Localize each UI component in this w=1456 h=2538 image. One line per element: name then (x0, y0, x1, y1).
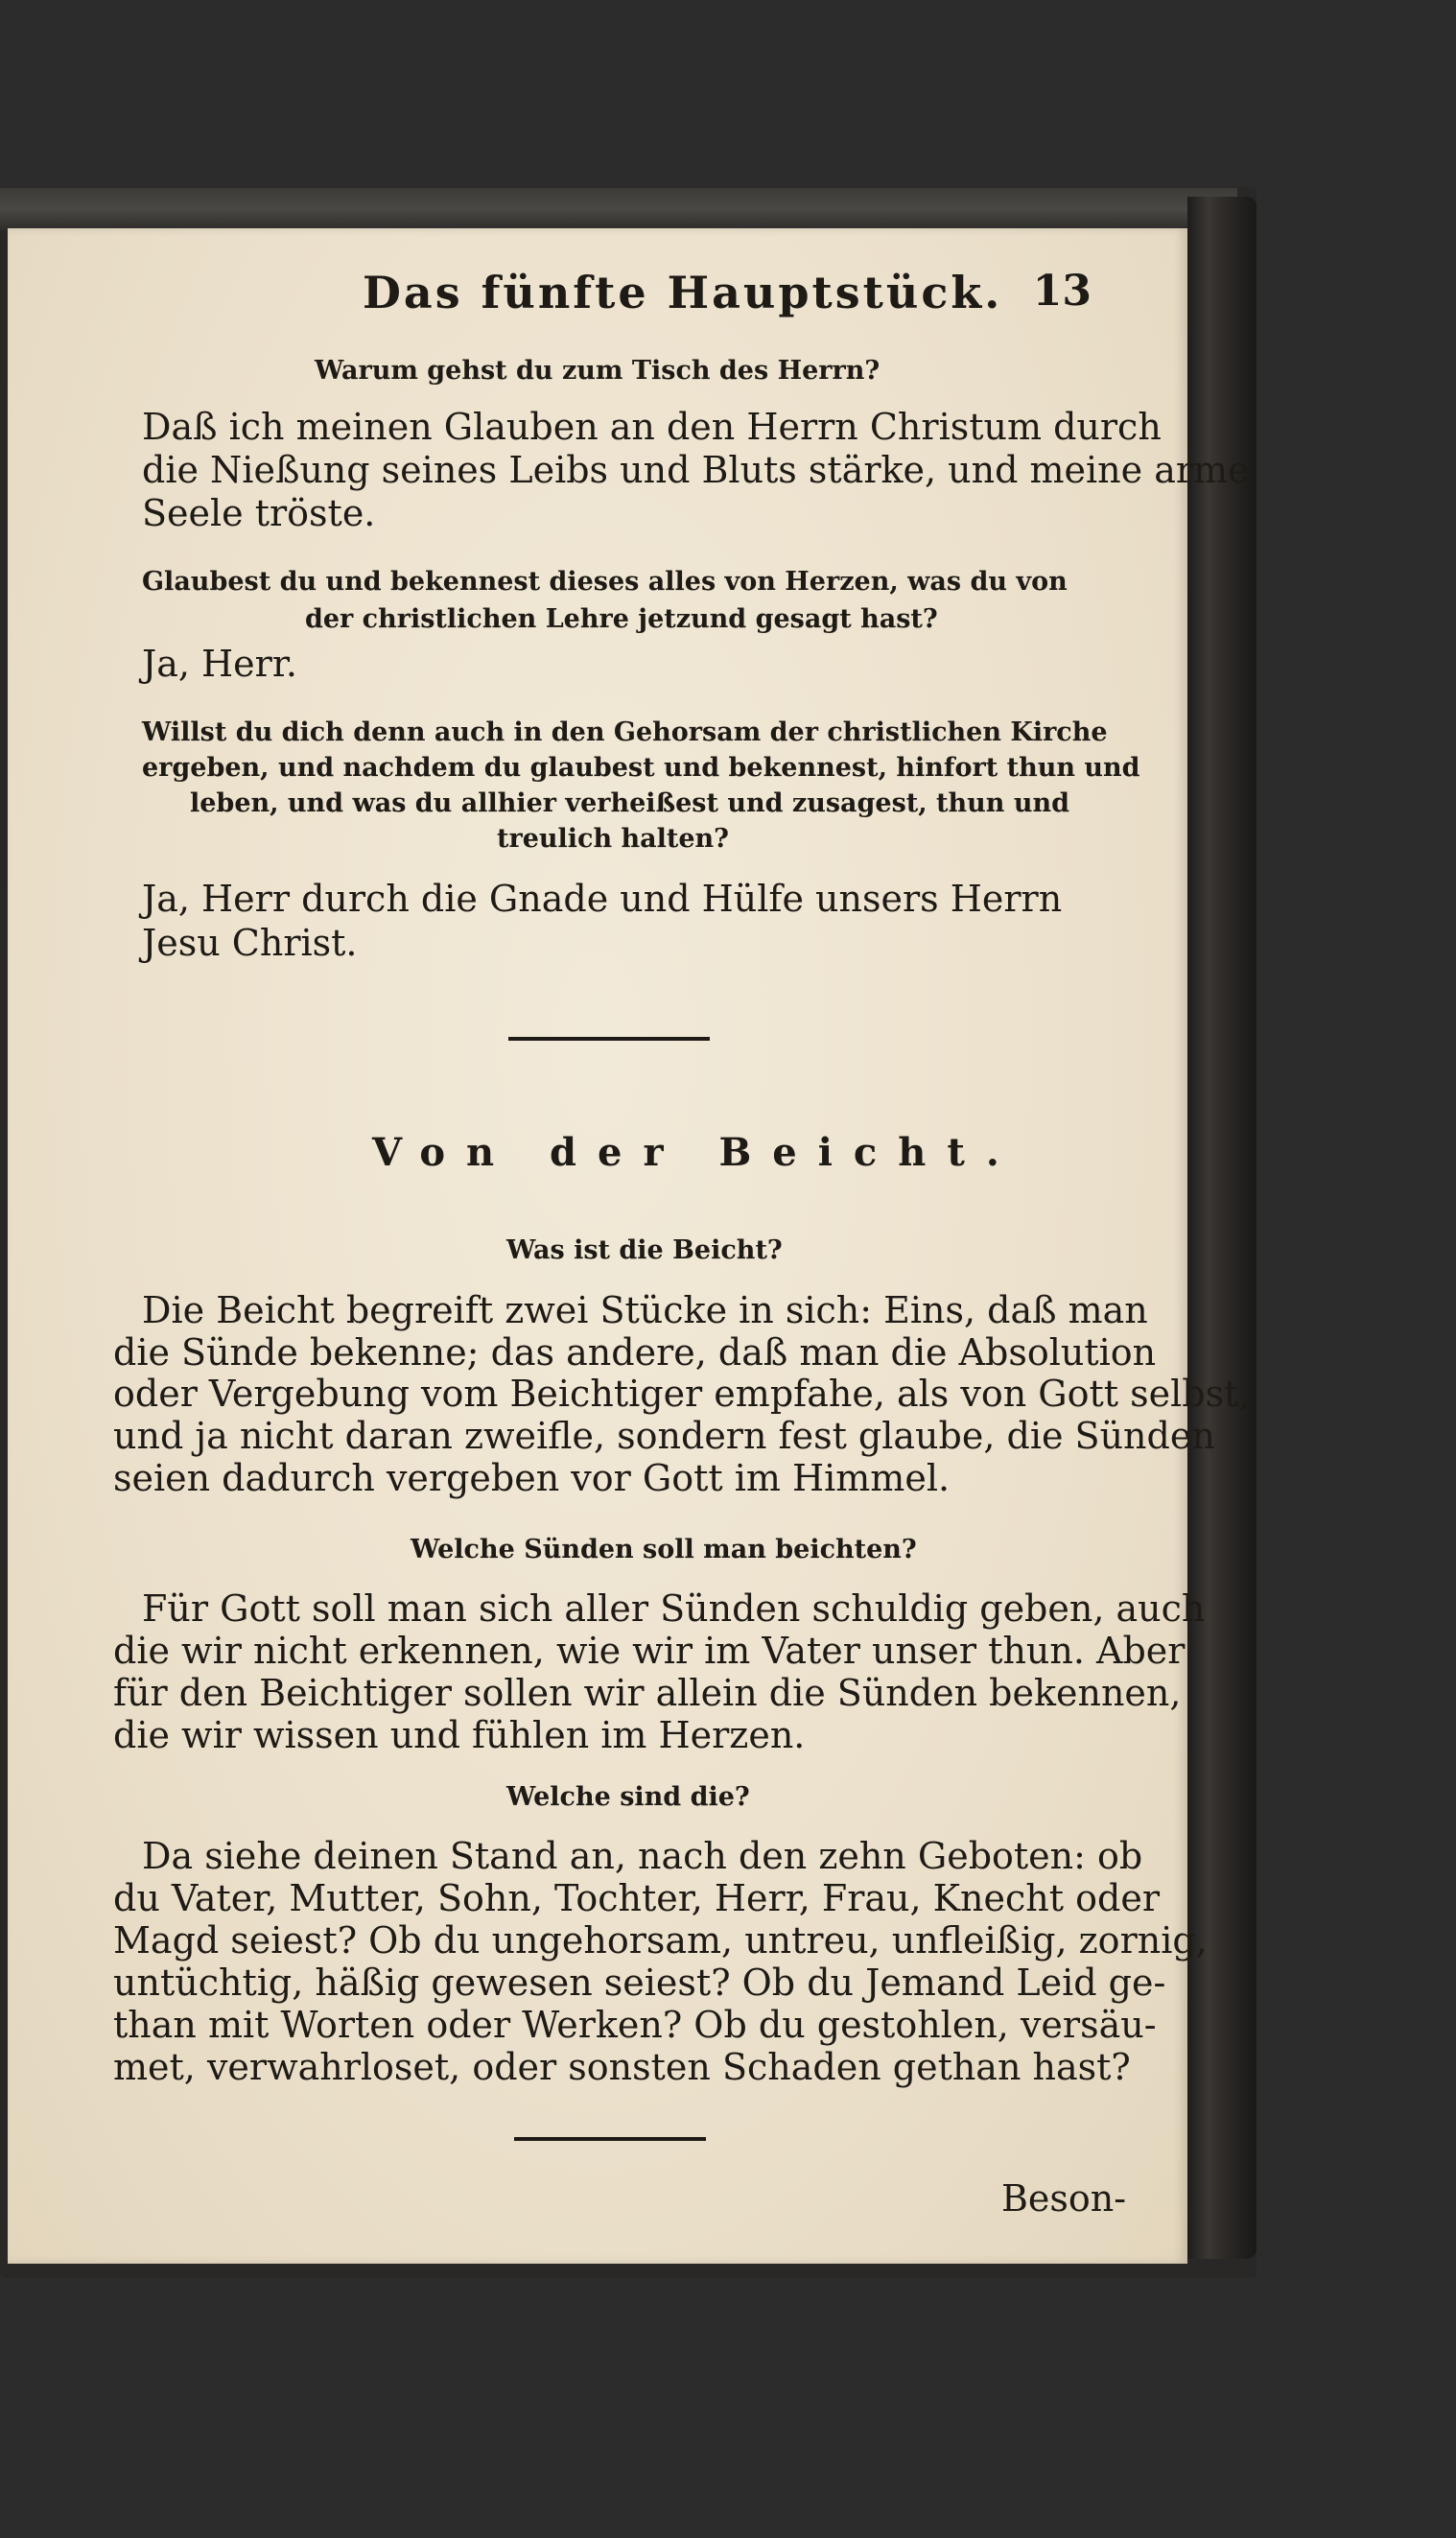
answer-line: für den Beichtiger sollen wir allein die Sünden bekennen, (113, 1672, 1182, 1714)
bottom-divider (514, 2137, 706, 2141)
header-title: Das fünfte Hauptstück. (363, 267, 1003, 318)
running-header (363, 267, 1092, 334)
answer-line: Da siehe deinen Stand an, nach den zehn Geboten: ob (142, 1835, 1143, 1877)
answer-line: oder Vergebung vom Beichtiger empfahe, als von Gott selbst, (113, 1373, 1251, 1415)
answer-line: die wir nicht erkennen, wie wir im Vater unser thun. Aber (113, 1630, 1186, 1672)
answer-line: und ja nicht daran zweifle, sondern fest glaube, die Sünden (113, 1415, 1215, 1457)
answer-line: Ja, Herr durch die Gnade und Hülfe unsers Herrn (142, 878, 1063, 920)
answer-line: seien dadurch vergeben vor Gott im Himmel. (113, 1457, 951, 1499)
question-line: Welche sind die? (506, 1782, 750, 1812)
question-line: Was ist die Beicht? (506, 1235, 783, 1265)
answer-line: Seele tröste. (142, 492, 376, 534)
question-line: Warum gehst du zum Tisch des Herrn? (315, 356, 881, 386)
answer-line: du Vater, Mutter, Sohn, Tochter, Herr, Frau, Knecht oder (113, 1877, 1160, 1919)
section-heading: Von der Beicht. (372, 1130, 1021, 1175)
section-divider (508, 1037, 710, 1041)
answer-line: Jesu Christ. (142, 922, 358, 964)
answer-line: die Nießung seines Leibs und Bluts stärke, und meine arme (142, 449, 1250, 491)
page-number: 13 (1032, 267, 1092, 316)
book-page (8, 228, 1251, 2264)
answer-line: met, verwahrloset, oder sonsten Schaden gethan hast? (113, 2046, 1131, 2088)
question-line: Willst du dich denn auch in den Gehorsam der christlichen Kirche (142, 717, 1108, 747)
question-line: Welche Sünden soll man beichten? (411, 1535, 917, 1564)
answer-line: die Sünde bekenne; das andere, daß man die Absolution (113, 1331, 1157, 1374)
answer-line: untüchtig, häßig gewesen seiest? Ob du Jemand Leid ge- (113, 1962, 1166, 2004)
answer-line: Ja, Herr. (142, 643, 297, 685)
question-line: leben, und was du allhier verheißest und zusagest, thun und (190, 788, 1069, 818)
answer-line: Daß ich meinen Glauben an den Herrn Christum durch (142, 406, 1162, 448)
answer-line: Magd seiest? Ob du ungehorsam, untreu, unfleißig, zornig, (113, 1919, 1208, 1962)
answer-line: than mit Worten oder Werken? Ob du gestohlen, versäu- (113, 2004, 1157, 2046)
catchword: Beson- (1001, 2177, 1127, 2220)
answer-line: die wir wissen und fühlen im Herzen. (113, 1714, 806, 1756)
answer-line: Die Beicht begreift zwei Stücke in sich: Eins, daß man (142, 1289, 1148, 1331)
book-top-board (0, 188, 1237, 230)
question-line: Glaubest du und bekennest dieses alles von Herzen, was du von (142, 567, 1068, 597)
question-line: treulich halten? (497, 824, 729, 854)
question-line: ergeben, und nachdem du glaubest und bekennest, hinfort thun und (142, 753, 1140, 783)
question-line: der christlichen Lehre jetzund gesagt hast? (305, 604, 938, 634)
answer-line: Für Gott soll man sich aller Sünden schuldig geben, auch (142, 1587, 1206, 1630)
